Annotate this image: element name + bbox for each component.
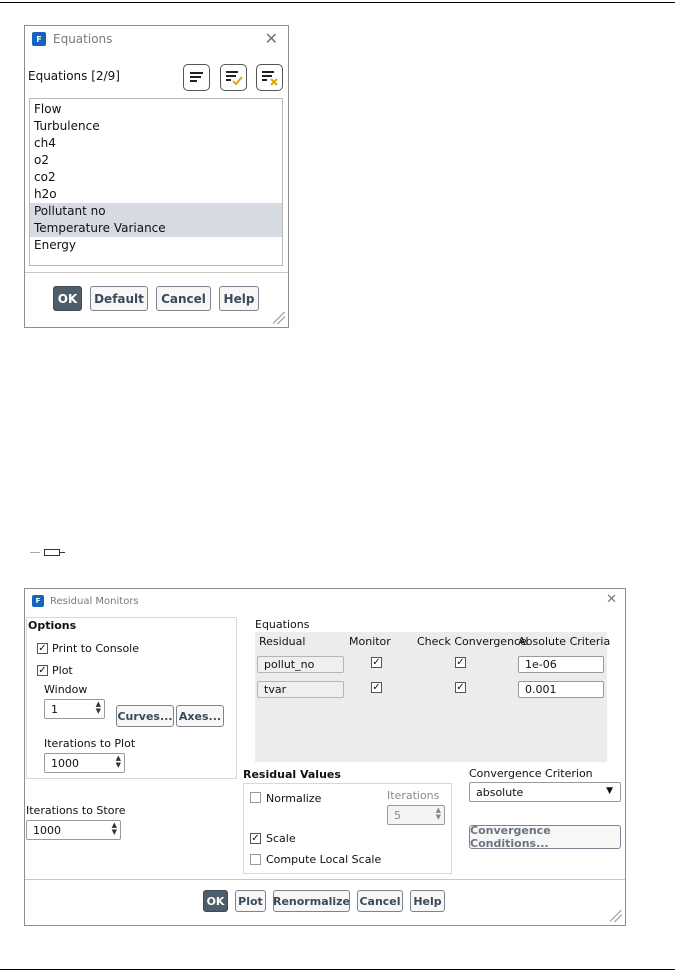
list-item-selected[interactable]: Temperature Variance — [30, 220, 282, 237]
plot-button[interactable]: Plot — [235, 890, 266, 912]
list-item[interactable]: Turbulence — [34, 119, 100, 133]
residual-titlebar — [25, 589, 625, 613]
deselect-all-button[interactable] — [256, 64, 283, 91]
list-item[interactable]: ch4 — [34, 136, 56, 150]
close-icon[interactable]: ✕ — [264, 29, 278, 48]
equations-dialog — [24, 25, 289, 328]
spinner-arrows-icon: ▲ ▼ — [435, 806, 441, 821]
print-to-console-label: Print to Console — [52, 642, 140, 655]
list-item[interactable]: Energy — [34, 238, 77, 252]
normalize-label: Normalize — [266, 792, 322, 805]
ok-button[interactable]: OK — [53, 286, 82, 311]
absolute-criteria-input-tvar[interactable] — [518, 681, 604, 698]
window-label: Window — [44, 683, 88, 696]
column-header-absolute-criteria: Absolute Criteria — [518, 635, 611, 648]
options-heading: Options — [28, 619, 77, 632]
axes-button[interactable]: Axes... — [176, 705, 224, 727]
help-button[interactable]: Help — [410, 890, 445, 912]
resize-grip-icon[interactable] — [273, 312, 285, 324]
help-button[interactable]: Help — [219, 286, 259, 311]
spinner-arrows-icon[interactable]: ▲ ▼ — [115, 754, 121, 769]
check-convergence-checkbox-tvar[interactable]: ✓ — [456, 682, 465, 693]
spinner-arrows-icon[interactable]: ▲ ▼ — [95, 700, 101, 715]
small-toolbar-graphic — [30, 549, 66, 557]
divider — [25, 879, 625, 880]
monitor-checkbox-tvar[interactable]: ✓ — [372, 682, 381, 693]
iterations-to-plot-spinner[interactable] — [44, 753, 125, 773]
iterations-to-plot-label: Iterations to Plot — [44, 737, 136, 750]
print-to-console-checkbox[interactable]: ✓ — [38, 643, 47, 654]
compute-local-scale-checkbox[interactable] — [250, 854, 261, 865]
spinner-arrows-icon[interactable]: ▲ ▼ — [111, 821, 117, 836]
iterations-to-store-spinner[interactable] — [26, 820, 121, 840]
equations-heading: Equations — [255, 618, 310, 631]
dialog-title: Residual Monitors — [50, 595, 139, 607]
residual-name: pollut_no — [264, 658, 315, 671]
plot-checkbox[interactable]: ✓ — [38, 665, 47, 676]
residual-monitors-dialog — [24, 588, 626, 926]
list-item[interactable]: h2o — [34, 187, 57, 201]
iterations-label: Iterations — [387, 789, 440, 802]
top-rule — [0, 2, 675, 3]
criteria-value: 0.001 — [525, 683, 557, 696]
chevron-down-icon: ▼ — [606, 786, 613, 796]
convergence-criterion-label: Convergence Criterion — [469, 767, 593, 780]
check-convergence-checkbox-pollut-no[interactable]: ✓ — [456, 657, 465, 668]
scale-label: Scale — [266, 832, 296, 845]
divider — [25, 272, 288, 273]
window-spinner[interactable] — [44, 699, 105, 719]
normalize-checkbox[interactable] — [250, 792, 261, 803]
list-item-selected[interactable]: Pollutant no — [30, 203, 282, 220]
select-all-button[interactable] — [220, 64, 247, 91]
equations-list[interactable] — [29, 98, 283, 266]
list-item[interactable]: co2 — [34, 170, 56, 184]
dialog-title: Equations — [53, 32, 113, 46]
scale-checkbox[interactable]: ✓ — [251, 833, 260, 844]
compute-local-scale-label: Compute Local Scale — [266, 853, 382, 866]
bottom-rule — [0, 969, 675, 970]
app-logo-icon: F — [32, 32, 46, 46]
absolute-criteria-input-pollut-no[interactable] — [518, 656, 604, 673]
list-item[interactable]: Flow — [34, 102, 62, 116]
column-header-residual: Residual — [259, 635, 306, 648]
iterations-to-store-label: Iterations to Store — [26, 804, 126, 817]
select-all-icon — [221, 65, 246, 90]
residual-values-heading: Residual Values — [243, 768, 341, 781]
window-value: 1 — [51, 702, 58, 716]
normalize-iterations-spinner — [387, 805, 445, 825]
criteria-value: 1e-06 — [525, 658, 557, 671]
residual-name-pollut-no — [257, 656, 344, 673]
convergence-conditions-button[interactable]: Convergence Conditions... — [469, 825, 621, 849]
deselect-all-icon — [257, 65, 282, 90]
equations-count-label: Equations [2/9] — [28, 69, 120, 83]
residual-name: tvar — [264, 683, 287, 696]
sort-lines-button[interactable] — [183, 64, 210, 91]
default-button[interactable]: Default — [90, 286, 148, 311]
equations-titlebar — [25, 26, 288, 52]
iterations-to-store-value: 1000 — [33, 823, 61, 837]
plot-label: Plot — [52, 664, 73, 677]
close-icon[interactable]: ✕ — [606, 592, 617, 607]
list-item[interactable]: o2 — [34, 153, 49, 167]
renormalize-button[interactable]: Renormalize — [273, 890, 350, 912]
iterations-value: 5 — [394, 808, 401, 822]
sort-lines-icon — [184, 65, 209, 90]
cancel-button[interactable]: Cancel — [156, 286, 211, 311]
app-logo-icon: F — [32, 595, 44, 607]
residual-name-tvar — [257, 681, 344, 698]
column-header-check-convergence: Check Convergence — [417, 635, 527, 648]
convergence-criterion-value: absolute — [476, 785, 524, 799]
ok-button[interactable]: OK — [203, 890, 228, 912]
curves-button[interactable]: Curves... — [116, 705, 174, 727]
monitor-checkbox-pollut-no[interactable]: ✓ — [372, 657, 381, 668]
iterations-to-plot-value: 1000 — [51, 756, 79, 770]
column-header-monitor: Monitor — [349, 635, 391, 648]
resize-grip-icon[interactable] — [610, 910, 622, 922]
cancel-button[interactable]: Cancel — [357, 890, 403, 912]
convergence-criterion-select[interactable] — [469, 782, 621, 802]
